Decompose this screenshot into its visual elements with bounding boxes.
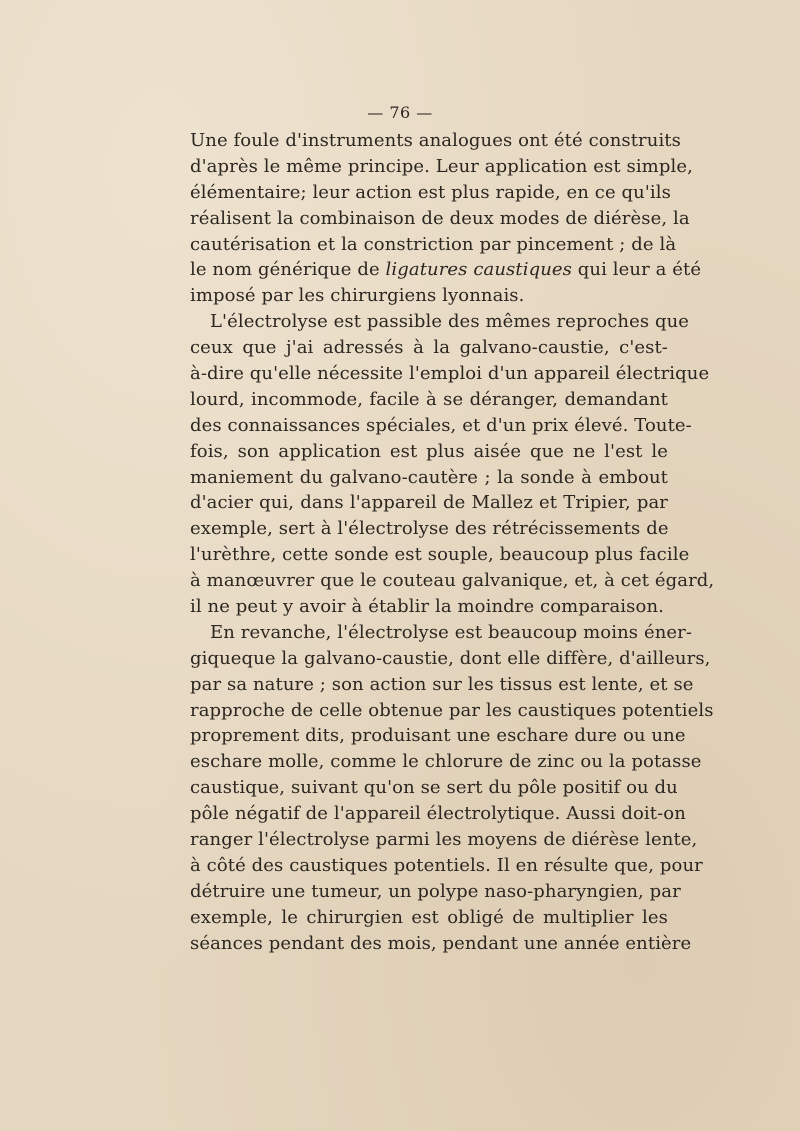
- text-line: l'urèthre, cette sonde est souple, beaucoup plus facile: [190, 544, 690, 566]
- text-line: cautérisation et la constriction par pincement ; de là: [190, 233, 677, 255]
- text-line: d'acier qui, dans l'appareil de Mallez et Tripier, par: [190, 492, 668, 514]
- page-number: — 76 —: [367, 103, 433, 122]
- text-line: à manœuvrer que le couteau galvanique, et, à cet égard,: [190, 570, 715, 592]
- text-line: exemple, le chirurgien est obligé de multiplier les: [190, 906, 668, 928]
- text-line: En revanche, l'électrolyse est beaucoup moins éner-: [210, 621, 693, 643]
- italic-term: ligatures caustiques: [385, 259, 572, 281]
- text-fragment: le nom générique de: [190, 259, 386, 281]
- text-line: à côté des caustiques potentiels. Il en résulte que, pour: [190, 854, 703, 876]
- text-line: pôle négatif de l'appareil électrolytique. Aussi doit-on: [190, 803, 686, 825]
- text-line: des connaissances spéciales, et d'un prix élevé. Toute-: [190, 414, 692, 436]
- text-line: L'électrolyse est passible des mêmes reproches que: [210, 311, 690, 333]
- text-line: élémentaire; leur action est plus rapide, en ce qu'ils: [190, 181, 671, 203]
- text-line: eschare molle, comme le chlorure de zinc ou la potasse: [190, 751, 702, 773]
- body-text: [190, 128, 715, 957]
- text-line: détruire une tumeur, un polype naso-pharyngien, par: [190, 880, 681, 902]
- text-line: ceux que j'ai adressés à la galvano-caustie, c'est-: [190, 337, 668, 359]
- text-line: Une foule d'instruments analogues ont été construits: [190, 130, 681, 151]
- text-line: rapproche de celle obtenue par les caustiques potentiels: [190, 699, 714, 721]
- text-line: réalisent la combinaison de deux modes de diérèse, la: [190, 207, 690, 229]
- text-line: il ne peut y avoir à établir la moindre comparaison.: [190, 596, 664, 618]
- text-line: exemple, sert à l'électrolyse des rétrécissements de: [190, 518, 669, 540]
- text-line: caustique, suivant qu'on se sert du pôle positif ou du: [190, 777, 678, 799]
- text-line: giqueque la galvano-caustie, dont elle diffère, d'ailleurs,: [190, 647, 711, 669]
- text-line: maniement du galvano-cautère ; la sonde à embout: [190, 466, 668, 488]
- text-line: ranger l'électrolyse parmi les moyens de diérèse lente,: [190, 829, 698, 851]
- text-fragment: qui leur a été: [571, 259, 702, 281]
- text-line: lourd, incommode, facile à se déranger, demandant: [190, 388, 668, 410]
- text-line: fois, son application est plus aisée que ne l'est le: [190, 440, 668, 462]
- text-line: séances pendant des mois, pendant une année entière: [190, 932, 692, 954]
- text-line: à-dire qu'elle nécessite l'emploi d'un appareil électrique: [190, 363, 710, 385]
- text-line: imposé par les chirurgiens lyonnais.: [190, 285, 525, 307]
- text-line: par sa nature ; son action sur les tissus est lente, et se: [190, 673, 694, 695]
- text-line: d'après le même principe. Leur application est simple,: [190, 155, 693, 177]
- text-line: proprement dits, produisant une eschare dure ou une: [190, 725, 686, 747]
- text-line: [190, 257, 702, 283]
